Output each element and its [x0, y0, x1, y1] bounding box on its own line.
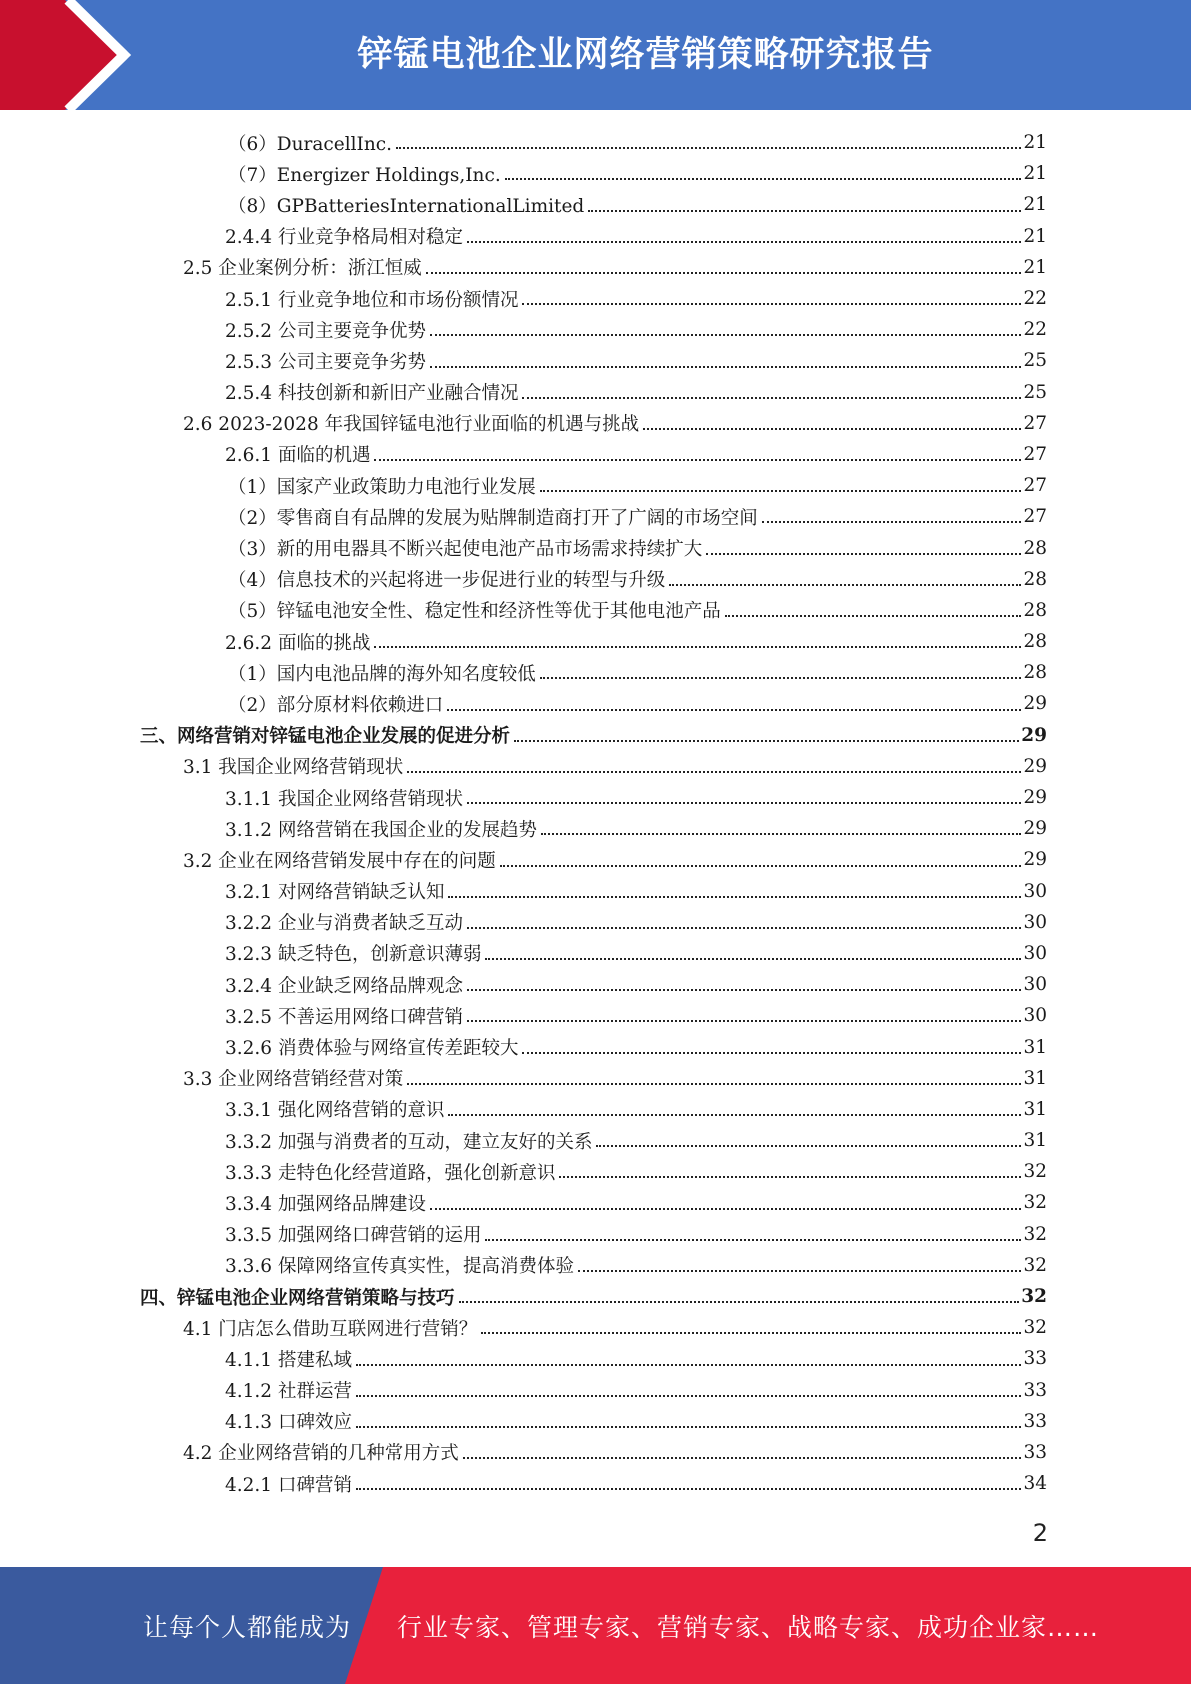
toc-dot-leader: [459, 1287, 1020, 1303]
toc-entry-title: 3.3.3 走特色化经营道路，强化创新意识: [225, 1162, 556, 1184]
toc-entry[interactable]: [0, 221, 1191, 252]
toc-entry-page: 32: [1023, 1317, 1047, 1339]
chevron-arrow-icon: [0, 0, 150, 110]
toc-entry-page: 31: [1023, 1036, 1047, 1058]
toc-dot-leader: [430, 320, 1021, 336]
toc-entry[interactable]: [0, 439, 1191, 470]
toc-entry-title: 4.1 门店怎么借助互联网进行营销？: [183, 1318, 478, 1340]
toc-dot-leader: [467, 227, 1021, 243]
toc-entry-page: 27: [1023, 506, 1047, 528]
toc-entry[interactable]: [0, 1250, 1191, 1281]
toc-entry[interactable]: [0, 688, 1191, 719]
toc-entry-title: 3.3 企业网络营销经营对策: [183, 1069, 404, 1091]
toc-entry-page: 28: [1023, 599, 1047, 621]
toc-entry[interactable]: [0, 283, 1191, 314]
toc-entry[interactable]: [0, 377, 1191, 408]
page-footer: [0, 1567, 1191, 1684]
toc-entry-page: 30: [1023, 1005, 1047, 1027]
toc-entry-page: 21: [1023, 132, 1047, 154]
toc-entry-title: 3.2.3 缺乏特色，创新意识薄弱: [225, 944, 482, 966]
toc-dot-leader: [356, 1381, 1022, 1397]
toc-entry-page: 29: [1023, 818, 1047, 840]
toc-entry-page: 30: [1023, 942, 1047, 964]
toc-entry-page: 21: [1023, 225, 1047, 247]
toc-entry[interactable]: [0, 1094, 1191, 1125]
toc-entry[interactable]: [0, 1219, 1191, 1250]
toc-entry[interactable]: [0, 501, 1191, 532]
toc-dot-leader: [467, 913, 1021, 929]
toc-dot-leader: [467, 975, 1021, 991]
toc-entry-title: 2.5.1 行业竞争地位和市场份额情况: [225, 289, 519, 311]
toc-entry-title: 3.3.4 加强网络品牌建设: [225, 1193, 426, 1215]
toc-dot-leader: [447, 695, 1021, 711]
footer-slogan-left: 让每个人都能成为: [143, 1612, 352, 1642]
toc-dot-leader: [578, 1256, 1021, 1272]
toc-entry-page: 31: [1023, 1067, 1047, 1089]
toc-entry-page: 29: [1023, 849, 1047, 871]
toc-entry[interactable]: [0, 189, 1191, 220]
toc-entry[interactable]: [0, 314, 1191, 345]
toc-entry-title: （1）国内电池品牌的海外知名度较低: [228, 663, 536, 685]
toc-dot-leader: [356, 1474, 1022, 1490]
toc-entry-title: 3.2.1 对网络营销缺乏认知: [225, 882, 445, 904]
toc-entry-title: 3.3.1 强化网络营销的意识: [225, 1100, 445, 1122]
toc-entry-title: 2.6.2 面临的挑战: [225, 632, 371, 654]
toc-entry[interactable]: [0, 1063, 1191, 1094]
toc-entry-page: 33: [1023, 1379, 1047, 1401]
toc-entry-title: 4.2.1 口碑营销: [225, 1474, 352, 1496]
toc-dot-leader: [500, 851, 1022, 867]
toc-entry-title: （5）锌锰电池安全性、稳定性和经济性等优于其他电池产品: [228, 601, 721, 623]
toc-dot-leader: [725, 601, 1022, 617]
toc-entry-page: 32: [1021, 1286, 1047, 1308]
toc-entry-page: 21: [1023, 256, 1047, 278]
toc-entry[interactable]: [0, 938, 1191, 969]
toc-entry[interactable]: [0, 751, 1191, 782]
toc-entry-title: 3.2.4 企业缺乏网络品牌观念: [225, 975, 463, 997]
toc-entry-page: 21: [1023, 194, 1047, 216]
footer-slogan-right: 行业专家、管理专家、营销专家、战略专家、成功企业家……: [397, 1612, 1100, 1642]
toc-entry[interactable]: [0, 1000, 1191, 1031]
toc-dot-leader: [356, 1350, 1022, 1366]
toc-entry[interactable]: [0, 720, 1191, 751]
toc-entry-title: （8）GPBatteriesInternationalLimited: [228, 195, 585, 217]
toc-dot-leader: [540, 476, 1022, 492]
toc-entry-page: 33: [1023, 1410, 1047, 1432]
toc-entry-title: （3）新的用电器具不断兴起使电池产品市场需求持续扩大: [228, 539, 703, 561]
toc-dot-leader: [407, 1069, 1021, 1085]
toc-dot-leader: [485, 1225, 1021, 1241]
toc-dot-leader: [540, 663, 1022, 679]
toc-entry-page: 32: [1023, 1254, 1047, 1276]
toc-dot-leader: [559, 1162, 1021, 1178]
toc-dot-leader: [430, 352, 1021, 368]
toc-dot-leader: [481, 1318, 1021, 1334]
toc-entry-title: 4.2 企业网络营销的几种常用方式: [183, 1443, 459, 1465]
toc-entry-title: 3.1.2 网络营销在我国企业的发展趋势: [225, 819, 537, 841]
toc-dot-leader: [407, 757, 1021, 773]
toc-entry[interactable]: [0, 532, 1191, 563]
toc-dot-leader: [762, 507, 1022, 523]
toc-entry-page: 29: [1021, 724, 1047, 746]
toc-entry[interactable]: [0, 470, 1191, 501]
toc-entry[interactable]: [0, 345, 1191, 376]
toc-entry-page: 32: [1023, 1192, 1047, 1214]
toc-entry[interactable]: [0, 1375, 1191, 1406]
toc-entry[interactable]: [0, 1468, 1191, 1499]
toc-entry-page: 27: [1023, 412, 1047, 434]
toc-entry-title: 2.6.1 面临的机遇: [225, 445, 371, 467]
report-title: 锌锰电池企业网络营销策略研究报告: [357, 35, 934, 75]
toc-entry[interactable]: [0, 158, 1191, 189]
toc-entry[interactable]: [0, 408, 1191, 439]
toc-entry-title: （2）零售商自有品牌的发展为贴牌制造商打开了广阔的市场空间: [228, 507, 758, 529]
table-of-contents: [0, 127, 1191, 1499]
toc-entry-page: 27: [1023, 443, 1047, 465]
toc-entry-page: 33: [1023, 1441, 1047, 1463]
toc-dot-leader: [374, 632, 1021, 648]
toc-entry[interactable]: [0, 844, 1191, 875]
toc-entry-page: 31: [1023, 1098, 1047, 1120]
toc-entry-page: 22: [1023, 319, 1047, 341]
toc-entry-title: （7）Energizer Holdings,Inc.: [228, 164, 501, 186]
toc-entry[interactable]: [0, 782, 1191, 813]
toc-entry[interactable]: [0, 626, 1191, 657]
toc-entry-page: 29: [1023, 755, 1047, 777]
toc-entry-page: 32: [1023, 1161, 1047, 1183]
toc-dot-leader: [356, 1412, 1022, 1428]
toc-entry-page: 28: [1023, 568, 1047, 590]
toc-dot-leader: [669, 570, 1021, 586]
toc-entry-title: （4）信息技术的兴起将进一步促进行业的转型与升级: [228, 570, 666, 592]
toc-entry-title: 3.3.2 加强与消费者的互动，建立友好的关系: [225, 1131, 593, 1153]
toc-dot-leader: [588, 196, 1021, 212]
toc-entry-page: 28: [1023, 662, 1047, 684]
toc-entry[interactable]: [0, 1156, 1191, 1187]
toc-dot-leader: [448, 882, 1021, 898]
toc-entry[interactable]: [0, 969, 1191, 1000]
toc-dot-leader: [374, 445, 1021, 461]
toc-dot-leader: [430, 1194, 1021, 1210]
toc-entry[interactable]: [0, 657, 1191, 688]
toc-dot-leader: [522, 383, 1021, 399]
toc-dot-leader: [426, 258, 1022, 274]
toc-dot-leader: [522, 289, 1021, 305]
toc-entry-title: 4.1.3 口碑效应: [225, 1412, 352, 1434]
toc-entry-page: 30: [1023, 974, 1047, 996]
toc-entry-title: 2.5.3 公司主要竞争劣势: [225, 351, 426, 373]
toc-entry[interactable]: [0, 1125, 1191, 1156]
toc-entry-page: 28: [1023, 537, 1047, 559]
toc-dot-leader: [643, 414, 1021, 430]
toc-entry-page: 34: [1023, 1473, 1047, 1495]
toc-dot-leader: [505, 164, 1022, 180]
toc-entry[interactable]: [0, 595, 1191, 626]
toc-entry-page: 30: [1023, 880, 1047, 902]
toc-entry-page: 28: [1023, 631, 1047, 653]
toc-entry-title: 3.2 企业在网络营销发展中存在的问题: [183, 850, 496, 872]
toc-dot-leader: [485, 944, 1021, 960]
page-number: 2: [1032, 1519, 1048, 1547]
toc-entry-title: 三、网络营销对锌锰电池企业发展的促进分析: [140, 726, 511, 748]
toc-entry[interactable]: [0, 1437, 1191, 1468]
toc-entry-title: （6）DuracellInc.: [228, 133, 392, 155]
toc-entry-page: 27: [1023, 475, 1047, 497]
toc-entry-title: （2）部分原材料依赖进口: [228, 694, 444, 716]
toc-entry-page: 31: [1023, 1130, 1047, 1152]
toc-dot-leader: [514, 726, 1019, 742]
toc-entry-title: 2.4.4 行业竞争格局相对稳定: [225, 227, 463, 249]
toc-entry-title: 3.1 我国企业网络营销现状: [183, 757, 404, 779]
toc-dot-leader: [467, 788, 1021, 804]
toc-dot-leader: [522, 1038, 1021, 1054]
toc-entry-title: 2.6 2023-2028 年我国锌锰电池行业面临的机遇与挑战: [183, 414, 640, 436]
toc-entry-title: 4.1.2 社群运营: [225, 1381, 352, 1403]
toc-dot-leader: [467, 1006, 1021, 1022]
toc-dot-leader: [541, 819, 1021, 835]
toc-entry-title: 四、锌锰电池企业网络营销策略与技巧: [140, 1287, 455, 1309]
toc-entry-title: 3.2.5 不善运用网络口碑营销: [225, 1006, 463, 1028]
toc-entry-page: 32: [1023, 1223, 1047, 1245]
toc-entry-page: 25: [1023, 350, 1047, 372]
toc-entry-title: 3.1.1 我国企业网络营销现状: [225, 788, 463, 810]
toc-entry[interactable]: [0, 1343, 1191, 1374]
toc-entry-page: 29: [1023, 787, 1047, 809]
toc-entry-title: 3.2.6 消费体验与网络宣传差距较大: [225, 1038, 519, 1060]
toc-dot-leader: [448, 1100, 1021, 1116]
toc-entry[interactable]: [0, 127, 1191, 158]
toc-entry-page: 30: [1023, 911, 1047, 933]
toc-entry-title: （1）国家产业政策助力电池行业发展: [228, 476, 536, 498]
toc-entry-title: 2.5.4 科技创新和新旧产业融合情况: [225, 383, 519, 405]
toc-entry-page: 29: [1023, 693, 1047, 715]
toc-entry[interactable]: [0, 1187, 1191, 1218]
toc-entry-title: 3.2.2 企业与消费者缺乏互动: [225, 913, 463, 935]
toc-entry-title: 4.1.1 搭建私域: [225, 1349, 352, 1371]
toc-entry-title: 2.5.2 公司主要竞争优势: [225, 320, 426, 342]
toc-entry[interactable]: [0, 813, 1191, 844]
toc-entry-page: 25: [1023, 381, 1047, 403]
toc-entry[interactable]: [0, 252, 1191, 283]
toc-entry[interactable]: [0, 1281, 1191, 1312]
toc-entry[interactable]: [0, 564, 1191, 595]
toc-entry[interactable]: [0, 1406, 1191, 1437]
toc-dot-leader: [396, 133, 1021, 149]
toc-entry-title: 2.5 企业案例分析：浙江恒威: [183, 258, 422, 280]
toc-dot-leader: [463, 1443, 1022, 1459]
toc-entry[interactable]: [0, 907, 1191, 938]
toc-entry-page: 33: [1023, 1348, 1047, 1370]
toc-entry-page: 21: [1023, 163, 1047, 185]
toc-entry[interactable]: [0, 876, 1191, 907]
toc-dot-leader: [596, 1131, 1021, 1147]
toc-entry-title: 3.3.6 保障网络宣传真实性，提高消费体验: [225, 1256, 574, 1278]
toc-entry-title: 3.3.5 加强网络口碑营销的运用: [225, 1225, 482, 1247]
toc-dot-leader: [706, 539, 1021, 555]
toc-entry[interactable]: [0, 1031, 1191, 1062]
toc-entry-page: 22: [1023, 288, 1047, 310]
toc-entry[interactable]: [0, 1312, 1191, 1343]
page-header: [0, 0, 1191, 110]
